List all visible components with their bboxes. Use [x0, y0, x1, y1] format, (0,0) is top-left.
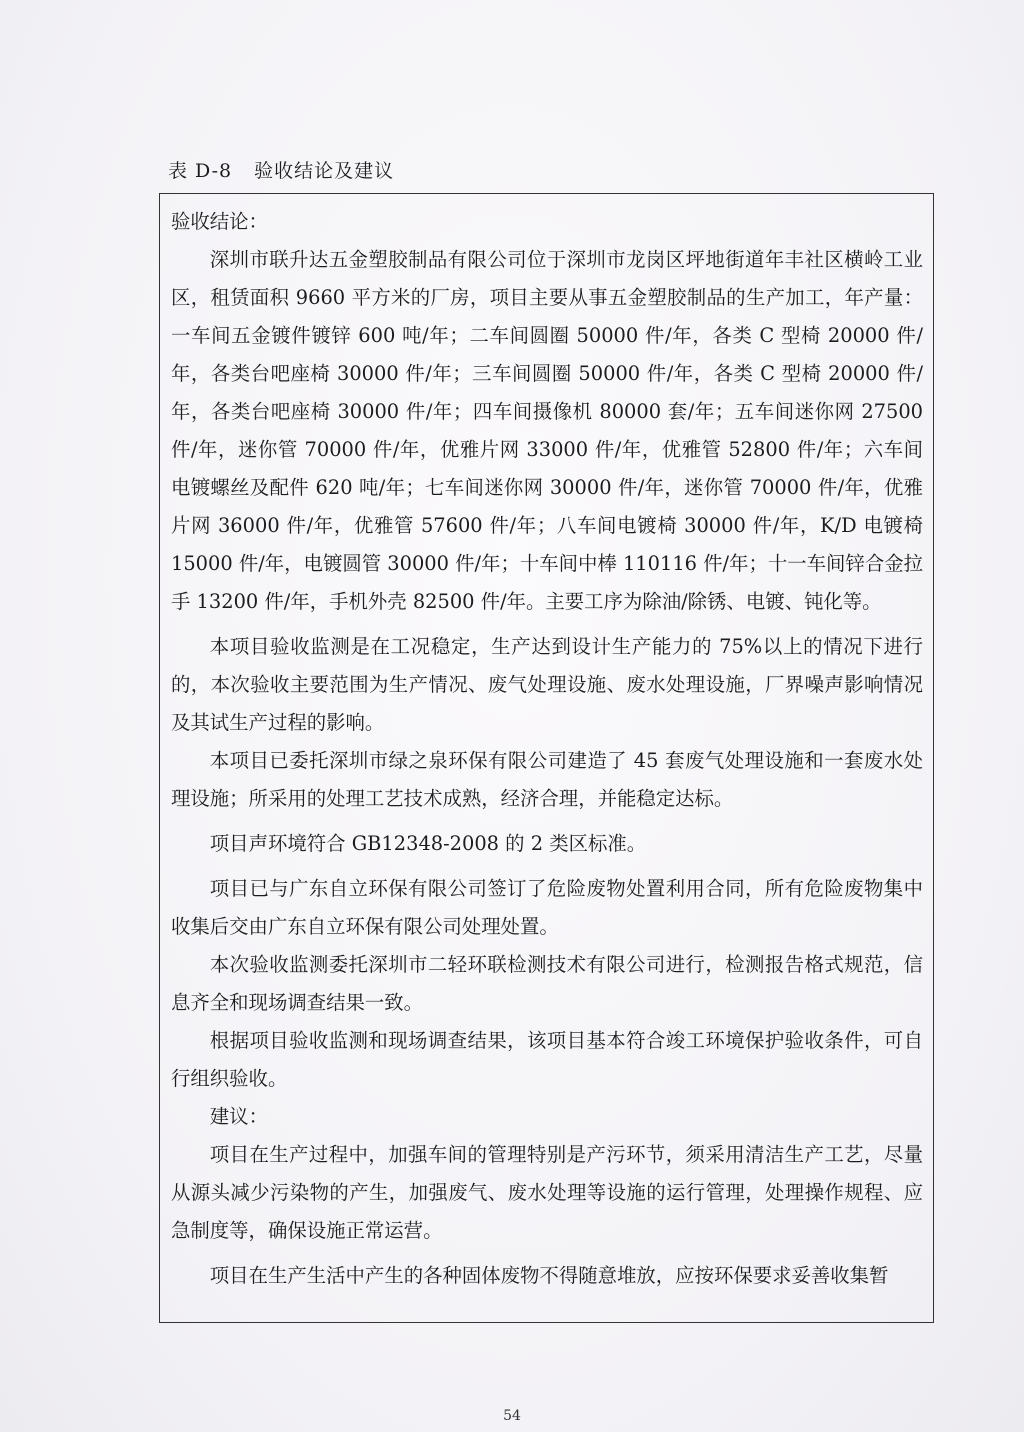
conclusion-table-cell	[159, 193, 934, 1323]
paragraph-treatment-facilities: 本项目已委托深圳市绿之泉环保有限公司建造了 45 套废气处理设施和一套废水处理设施；所采用的处理工艺技术成熟，经济合理，并能稳定达标。	[171, 749, 923, 810]
conclusion-heading: 验收结论：	[171, 210, 268, 233]
table-title: 验收结论及建议	[254, 160, 395, 182]
paragraph-project-overview: 深圳市联升达五金塑胶制品有限公司位于深圳市龙岗区坪地街道年丰社区横岭工业区，租赁面积 9660 平方米的厂房，项目主要从事五金塑胶制品的生产加工，年产量：一车间五金镀件镀锌 600 吨/年；二车间圆圈 50000 件/年，各类 C 型椅 20000 件/年，各类台吧座椅 30000 件/年；三车间圆圈 50000 件/年，各类 C 型椅 20000 件/年，各类台吧座椅 30000 件/年；四车间摄像机 80000 套/年；五车间迷你网 27500 件/年，迷你管 70000 件/年，优雅片网 33000 件/年，优雅管 52800 件/年；六车间电镀螺丝及配件 620 吨/年；七车间迷你网 30000 件/年，迷你管 70000 件/年，优雅片网 36000 件/年，优雅管 57600 件/年；八车间电镀椅 30000 件/年，K/D 电镀椅 15000 件/年，电镀圆管 30000 件/年；十车间中棒 110116 件/年；十一车间锌合金拉手 13200 件/年，手机外壳 82500 件/年。主要工序为除油/除锈、电镀、钝化等。	[171, 248, 923, 613]
suggestion-production-management: 项目在生产过程中，加强车间的管理特别是产污环节，须采用清洁生产工艺，尽量从源头减少污染物的产生，加强废气、废水处理等设施的运行管理，处理操作规程、应急制度等，确保设施正常运营。	[171, 1143, 923, 1242]
table-number: 表 D-8	[168, 160, 233, 182]
paragraph-hazardous-waste: 项目已与广东自立环保有限公司签订了危险废物处置利用合同，所有危险废物集中收集后交由广东自立环保有限公司处理处置。	[171, 877, 923, 938]
paragraph-monitoring-conditions: 本项目验收监测是在工况稳定，生产达到设计生产能力的 75%以上的情况下进行的，本次验收主要范围为生产情况、废气处理设施、废水处理设施，厂界噪声影响情况及其试生产过程的影响。	[171, 635, 923, 734]
page-number: 54	[503, 1408, 521, 1424]
table-caption	[168, 156, 394, 183]
paragraph-testing-agency: 本次验收监测委托深圳市二轻环联检测技术有限公司进行，检测报告格式规范，信息齐全和现场调查结果一致。	[171, 953, 923, 1014]
suggestion-heading: 建议：	[209, 1105, 268, 1128]
suggestion-solid-waste: 项目在生产生活中产生的各种固体废物不得随意堆放，应按环保要求妥善收集暂	[209, 1264, 889, 1287]
paragraph-acceptance-result: 根据项目验收监测和现场调查结果，该项目基本符合竣工环境保护验收条件，可自行组织验收。	[171, 1029, 923, 1090]
paragraph-noise-standard: 项目声环境符合 GB12348-2008 的 2 类区标准。	[209, 832, 647, 855]
